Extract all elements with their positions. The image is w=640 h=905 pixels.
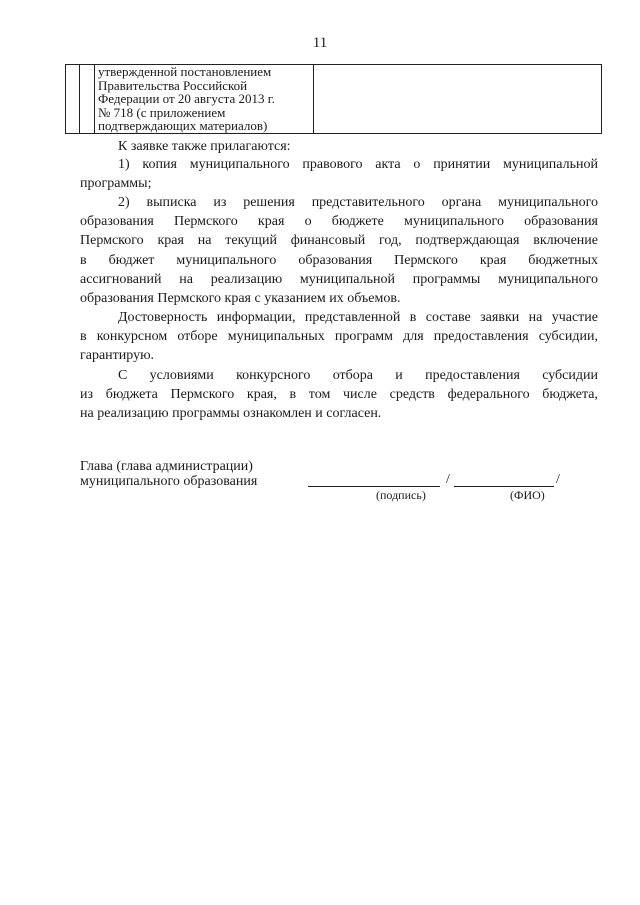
signature-block — [80, 459, 600, 509]
paragraph-line: образования Пермского края с указанием их объемов. — [80, 291, 401, 307]
signatory-title — [80, 459, 257, 489]
name-caption: (ФИО) — [510, 488, 545, 502]
table-cell-blank — [80, 65, 95, 134]
table-row — [66, 65, 602, 134]
paragraph-line: 2) выписка из решения представительного органа муниципального — [118, 195, 598, 210]
table-cell-number — [66, 65, 80, 134]
signature-caption: (подпись) — [376, 488, 426, 502]
paragraph-line: гарантирую. — [80, 348, 155, 364]
paragraph-line: С условиями конкурсного отбора и предоставления субсидии — [118, 368, 598, 383]
table-cell-line: утвержденной постановлением — [98, 64, 272, 79]
reliability-paragraph — [80, 308, 598, 366]
paragraph-line: Достоверность информации, представленной в составе заявки на участие — [118, 310, 598, 325]
paragraph-line: в бюджет муниципального образования Пермского края бюджетных — [80, 252, 598, 268]
paragraph-line: 1) копия муниципального правового акта о принятии муниципальной — [118, 157, 598, 172]
attachments-intro — [80, 137, 598, 156]
intro-line: К заявке также прилагаются: — [118, 139, 291, 154]
page-number: 11 — [312, 35, 328, 51]
paragraph-line: программы; — [80, 176, 152, 192]
signature-line — [308, 486, 440, 487]
table-cell-line: Правительства Российской — [98, 77, 248, 93]
table-cell-line: подтверждающих материалов) — [98, 118, 268, 133]
separator-slash: / — [556, 472, 560, 487]
paragraph-line: образования Пермского края о бюджете муниципального образования — [80, 214, 598, 230]
table-cell-line: № 718 (с приложением — [98, 104, 226, 120]
attachment-item-1 — [80, 155, 598, 193]
attachment-item-2 — [80, 193, 598, 308]
name-line — [454, 486, 554, 487]
separator-slash: / — [446, 472, 450, 487]
table-cell-empty — [314, 65, 602, 134]
paragraph-line: в конкурсном отборе муниципальных программ для предоставления субсидии, — [80, 329, 598, 345]
continuation-table — [65, 64, 602, 134]
signatory-title-line: муниципального образования — [80, 474, 258, 489]
table-cell-line: Федерации от 20 августа 2013 г. — [98, 91, 275, 106]
paragraph-line: Пермского края на текущий финансовый год, подтверждающая включение — [80, 233, 598, 249]
terms-paragraph — [80, 366, 598, 424]
signatory-title-line: Глава (глава администрации) — [80, 459, 253, 474]
paragraph-line: из бюджета Пермского края, в том числе средств федерального бюджета, — [80, 387, 598, 403]
paragraph-line: ассигнований на реализацию муниципальной программы муниципального — [80, 271, 598, 287]
paragraph-line: на реализацию программы ознакомлен и согласен. — [80, 406, 382, 422]
table-cell-document-text — [95, 65, 314, 134]
